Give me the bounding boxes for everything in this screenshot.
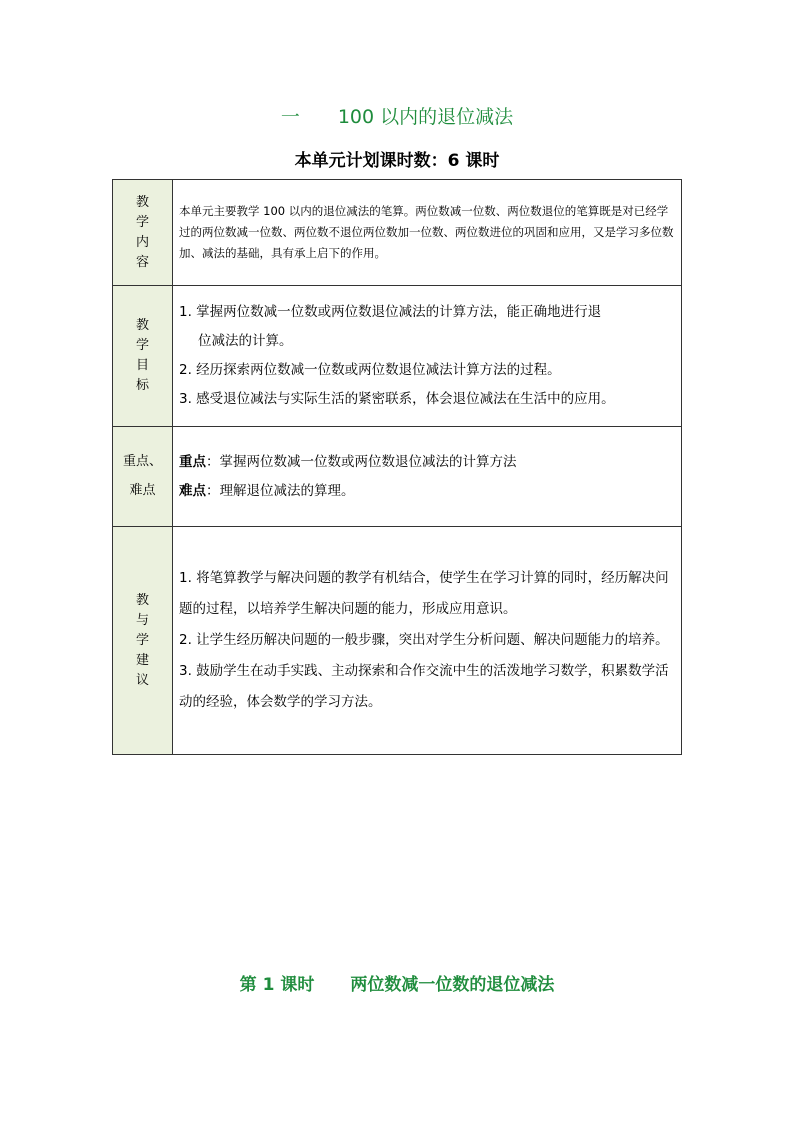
unit-outline-table <box>112 179 682 755</box>
lesson-number: 第 1 课时 <box>239 975 315 995</box>
row-teaching-goals <box>113 286 682 427</box>
goal-item-1: 1. 掌握两位数减一位数或两位数退位减法的计算方法，能正确地进行退 <box>179 304 602 320</box>
lesson-plan-count: 本单元计划课时数：6 课时 <box>294 151 500 171</box>
lesson-title: 两位数减一位数的退位减法 <box>350 975 555 995</box>
row-teaching-content <box>113 180 682 286</box>
row-key-difficult <box>113 427 682 527</box>
unit-title <box>0 102 794 129</box>
suggestion-item-2: 2. 让学生经历解决问题的一般步骤，突出对学生分析问题、解决问题能力的培养。 <box>179 632 669 648</box>
teaching-content-text: 本单元主要教学 100 以内的退位减法的笔算。两位数减一位数、两位数退位的笔算既是对已经学过的两位数减一位数、两位数不退位两位数加一位数、两位数进位的巩固和应用，又是学习多位数加、减法的基础，具有承上启下的作用。 <box>173 180 682 286</box>
teaching-goals-list <box>173 286 682 427</box>
suggestions-list <box>173 527 682 755</box>
key-difficult-text <box>173 427 682 527</box>
suggestion-item-3: 3. 鼓励学生在动手实践、主动探索和合作交流中生的活泼地学习数学，积累数学活动的经验，体会数学的学习方法。 <box>179 663 669 710</box>
suggestion-item-1: 1. 将笔算教学与解决问题的教学有机结合，使学生在学习计算的同时，经历解决问题的过程，以培养学生解决问题的能力，形成应用意识。 <box>179 570 669 617</box>
label-suggestions: 教与学建议 <box>113 527 173 755</box>
key-point: 重点：掌握两位数减一位数或两位数退位减法的计算方法 <box>179 453 517 470</box>
lesson-heading <box>0 970 794 995</box>
difficult-point: 难点：理解退位减法的算理。 <box>179 482 355 499</box>
unit-number: 一 <box>280 106 300 128</box>
label-key-difficult: 重点、 难点 <box>113 427 173 527</box>
label-teaching-content: 教学内容 <box>113 180 173 286</box>
goal-item-3: 3. 感受退位减法与实际生活的紧密联系，体会退位减法在生活中的应用。 <box>179 391 615 407</box>
row-suggestions <box>113 527 682 755</box>
goal-item-2: 2. 经历探索两位数减一位数或两位数退位减法计算方法的过程。 <box>179 362 561 378</box>
label-teaching-goals: 教学目标 <box>113 286 173 427</box>
unit-name: 100 以内的退位减法 <box>337 106 514 128</box>
goal-item-1-cont: 位减法的计算。 <box>198 333 293 349</box>
